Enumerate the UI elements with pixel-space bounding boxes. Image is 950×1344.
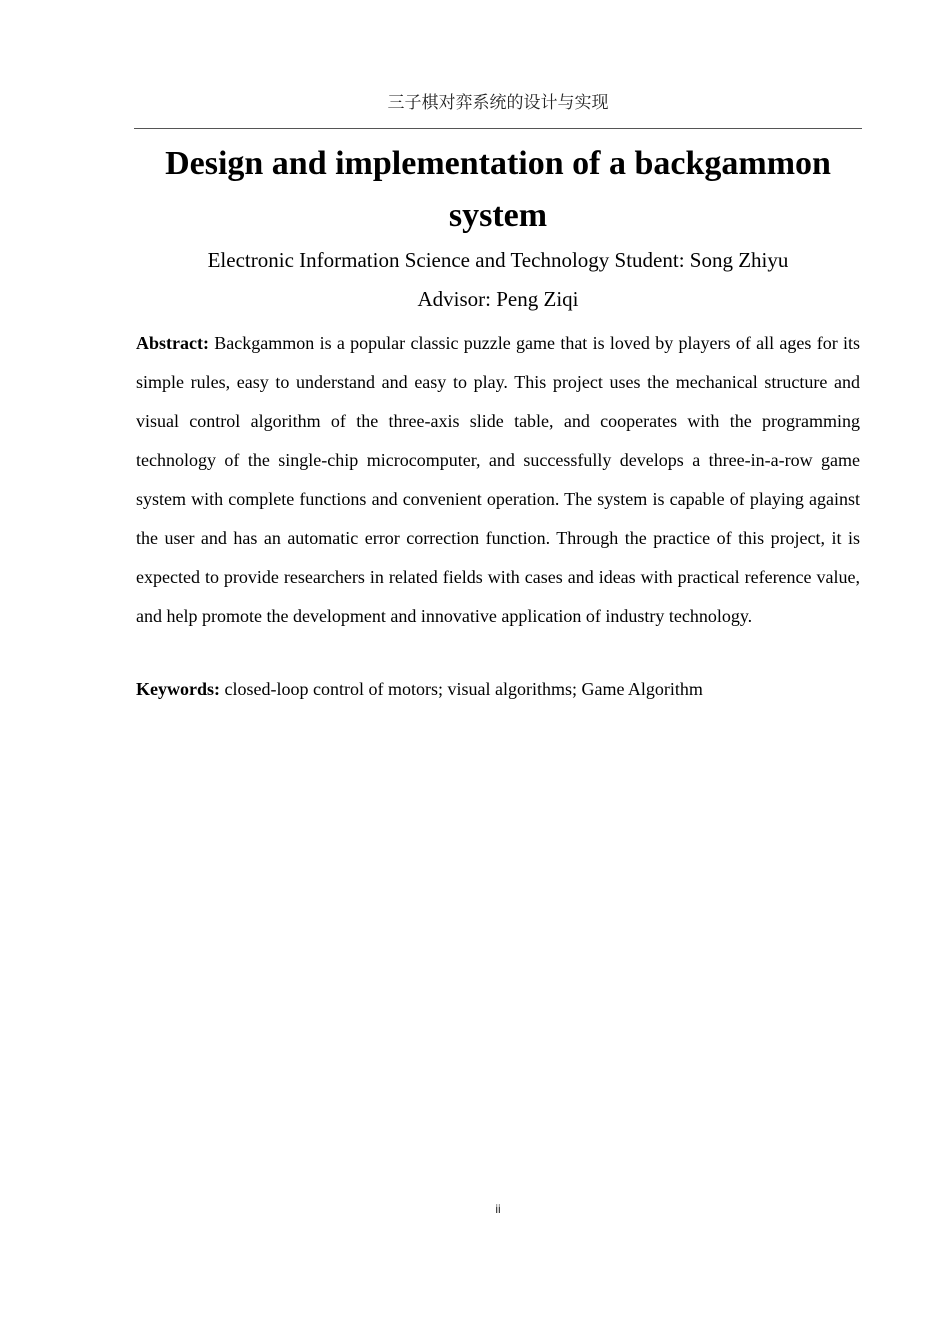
abstract-paragraph — [136, 324, 860, 636]
page-number: ii — [495, 1202, 501, 1216]
running-header: 三子棋对弈系统的设计与实现 — [387, 93, 609, 113]
student-byline: Electronic Information Science and Technology Student: Song Zhiyu — [207, 248, 789, 272]
abstract-label: Abstract: — [136, 333, 209, 353]
abstract-text: Backgammon is a popular classic puzzle game that is loved by players of all ages for its simple rules, easy to understand and easy to play. This project uses the mechanical structure and visual control algorithm of the three-axis slide table, and cooperates with the programming technology of the single-chip microcomputer, and successfully develops a three-in-a-row game system with complete functions and convenient operation. The system is capable of playing against the user and has an automatic error correction function. Through the practice of this project, it is expected to provide researchers in related fields with cases and ideas with practical reference value, and help promote the development and innovative application of industry technology. — [136, 333, 861, 626]
keywords-text: closed-loop control of motors; visual algorithms; Game Algorithm — [224, 679, 703, 699]
advisor-byline: Advisor: Peng Ziqi — [417, 287, 579, 311]
header-divider — [134, 128, 862, 129]
keywords-paragraph — [136, 675, 860, 703]
keywords-label: Keywords: — [136, 679, 220, 699]
paper-title: Design and implementation of a backgammon system — [165, 145, 831, 234]
